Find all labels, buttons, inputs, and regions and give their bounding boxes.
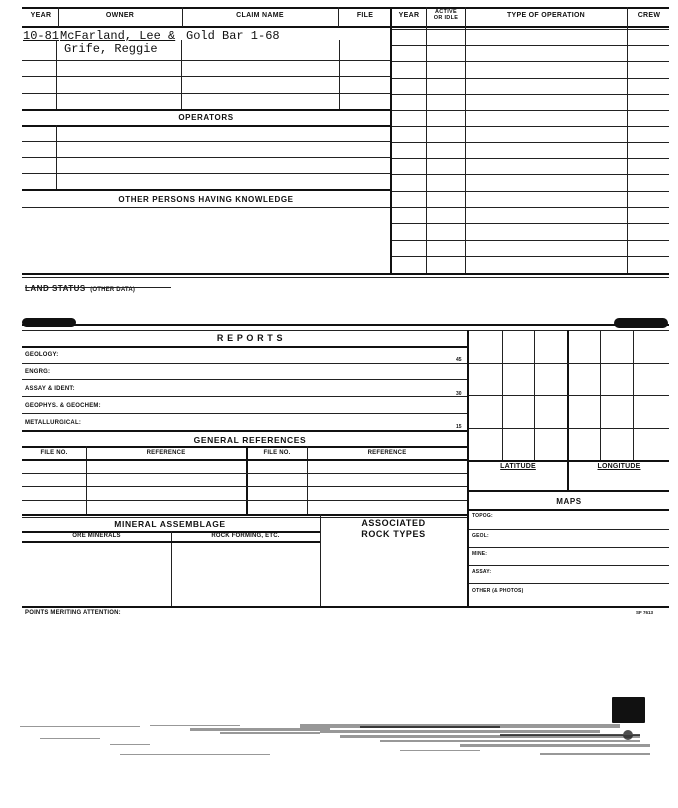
maps-mine-label: MINE:: [472, 551, 488, 557]
header-year: YEAR: [30, 12, 52, 19]
entry-year: 10-81: [23, 29, 60, 43]
entry-claim-name: Gold Bar 1-68: [186, 29, 280, 43]
longitude-label: LONGITUDE: [597, 463, 641, 470]
report-engrg-label: ENGRG:: [25, 369, 51, 375]
header-file: FILE: [356, 12, 374, 19]
report-geology-label: GEOLOGY:: [25, 352, 59, 358]
associated-rock-types-line-1: ASSOCIATED: [361, 518, 426, 528]
header-year-2: YEAR: [398, 12, 420, 19]
top-table: [0, 0, 678, 280]
report-geology-number: 45: [456, 357, 462, 363]
report-assay-number: 30: [456, 391, 462, 397]
report-metallurgical-label: METALLURGICAL:: [25, 420, 82, 426]
maps-geol-label: GEOL:: [472, 533, 489, 539]
header-active-or-idle: ACTIVE OR IDLE: [433, 9, 459, 21]
header-owner: OWNER: [105, 12, 135, 19]
mineral-assemblage-title: MINERAL ASSEMBLAGE: [114, 519, 226, 529]
ref-header-file-no-1: FILE NO.: [40, 450, 68, 456]
rock-forming-label: ROCK FORMING, ETC.: [211, 533, 280, 539]
entry-owner-line-1: McFarland, Lee &: [60, 29, 176, 43]
maps-title: MAPS: [556, 497, 582, 506]
header-claim-name: CLAIM NAME: [236, 12, 284, 19]
ref-header-reference-2: REFERENCE: [367, 450, 407, 456]
latitude-label: LATITUDE: [500, 463, 536, 470]
form-number: SF 7613: [636, 610, 654, 615]
land-status-label: LAND STATUS: [25, 284, 86, 293]
scan-blot-right: [614, 318, 668, 328]
maps-topog-label: TOPOG:: [472, 513, 493, 519]
header-crew: CREW: [637, 12, 661, 19]
header-type-of-operation: TYPE OF OPERATION: [506, 12, 586, 19]
points-meriting-attention: POINTS MERITING ATTENTION:: [25, 610, 121, 616]
scan-noise-strip: [20, 720, 668, 775]
general-references-title: GENERAL REFERENCES: [193, 435, 307, 445]
associated-rock-types-line-2: ROCK TYPES: [361, 529, 426, 539]
report-metallurgical-number: 15: [456, 424, 462, 430]
maps-assay-label: ASSAY:: [472, 569, 492, 575]
entry-owner-line-2: Grife, Reggie: [64, 42, 158, 56]
report-geophys-label: GEOPHYS. & GEOCHEM:: [25, 403, 101, 409]
other-persons-label: OTHER PERSONS HAVING KNOWLEDGE: [118, 195, 294, 204]
land-status-sublabel: (OTHER DATA): [90, 287, 136, 293]
ref-header-reference-1: REFERENCE: [146, 450, 186, 456]
operators-label: OPERATORS: [178, 113, 234, 122]
maps-other-label: OTHER (& PHOTOS): [472, 588, 524, 594]
report-assay-label: ASSAY & IDENT:: [25, 386, 75, 392]
ref-header-file-no-2: FILE NO.: [263, 450, 291, 456]
ore-minerals-label: ORE MINERALS: [72, 533, 121, 539]
reports-title: R E P O R T S: [216, 333, 284, 343]
